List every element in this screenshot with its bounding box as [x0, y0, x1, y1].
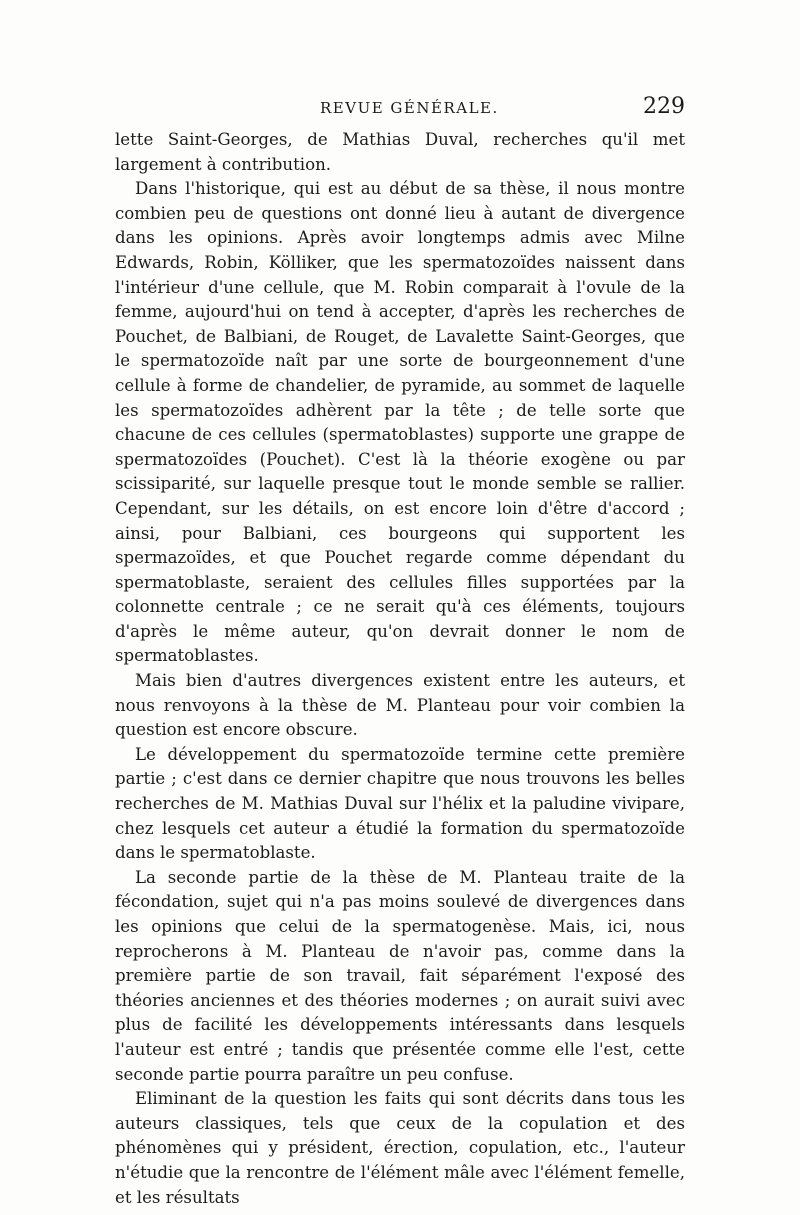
page-number: 229	[643, 94, 685, 119]
paragraph-continuation: lette Saint-Georges, de Mathias Duval, recherches qu'il met largement à contribution.	[115, 130, 685, 174]
running-head	[115, 96, 685, 120]
body-text	[115, 128, 685, 1210]
paragraph-developpement: Le développement du spermatozoïde termine cette première partie ; c'est dans ce dernier chapitre que nous trouvons les belles recherches de M. Mathias Duval sur l'hélix et la paludine vivipare, chez lesquels cet auteur a étudié la formation du spermatozoïde dans le spermatoblaste.	[115, 744, 685, 863]
paragraph-eliminant: Eliminant de la question les faits qui sont décrits dans tous les auteurs classiques, tels que ceux de la copulation et des phénomènes qui y président, érection, copulation, etc., l'auteur n'étudie que la rencontre de l'élément mâle avec l'élément femelle, et les résultats	[115, 1089, 685, 1207]
paragraph-seconde-partie: La seconde partie de la thèse de M. Planteau traite de la fécondation, sujet qui n'a pas moins soulevé de divergences dans les opinions que celui de la spermatogenèse. Mais, ici, nous reprocherons à M. Planteau de n'avoir pas, comme dans la première partie de son travail, fait séparément l'exposé des théories anciennes et des théories modernes ; on aurait suivi avec plus de facilité les développements intéressants dans lesquels l'auteur est entré ; tandis que présentée comme elle l'est, cette seconde partie pourra paraître un peu confuse.	[115, 867, 685, 1084]
running-title: REVUE GÉNÉRALE.	[320, 99, 499, 117]
paragraph-divergences: Mais bien d'autres divergences existent entre les auteurs, et nous renvoyons à la thèse de M. Planteau pour voir combien la question est encore obscure.	[115, 671, 685, 740]
paragraph-historique: Dans l'historique, qui est au début de sa thèse, il nous montre combien peu de questions ont donné lieu à autant de divergence dans les opinions. Après avoir longtemps admis avec Milne Edwards, Robin, Kölliker, que les spermatozoïdes naissent dans l'intérieur d'une cellule, que M. Robin comparait à l'ovule de la femme, aujourd'hui on tend à accepter, d'après les recherches de Pouchet, de Balbiani, de Rouget, de Lavalette Saint-Georges, que le spermatozoïde naît par une sorte de bourgeonnement d'une cellule à forme de chandelier, de pyramide, au sommet de laquelle les spermatozoïdes adhèrent par la tête ; de telle sorte que chacune de ces cellules (spermatoblastes) supporte une grappe de spermatozoïdes (Pouchet). C'est là la théorie exogène ou par scissiparité, sur laquelle presque tout le monde semble se rallier. Cependant, sur les détails, on est encore loin d'être d'accord ; ainsi, pour Balbiani, ces bourgeons qui supportent les spermazoïdes, et que Pouchet regarde comme dépendant du spermatoblaste, seraient des cellules filles supportées par la colonnette centrale ; ce ne serait qu'à ces éléments, toujours d'après le même auteur, qu'on devrait donner le nom de spermatoblastes.	[115, 179, 685, 666]
